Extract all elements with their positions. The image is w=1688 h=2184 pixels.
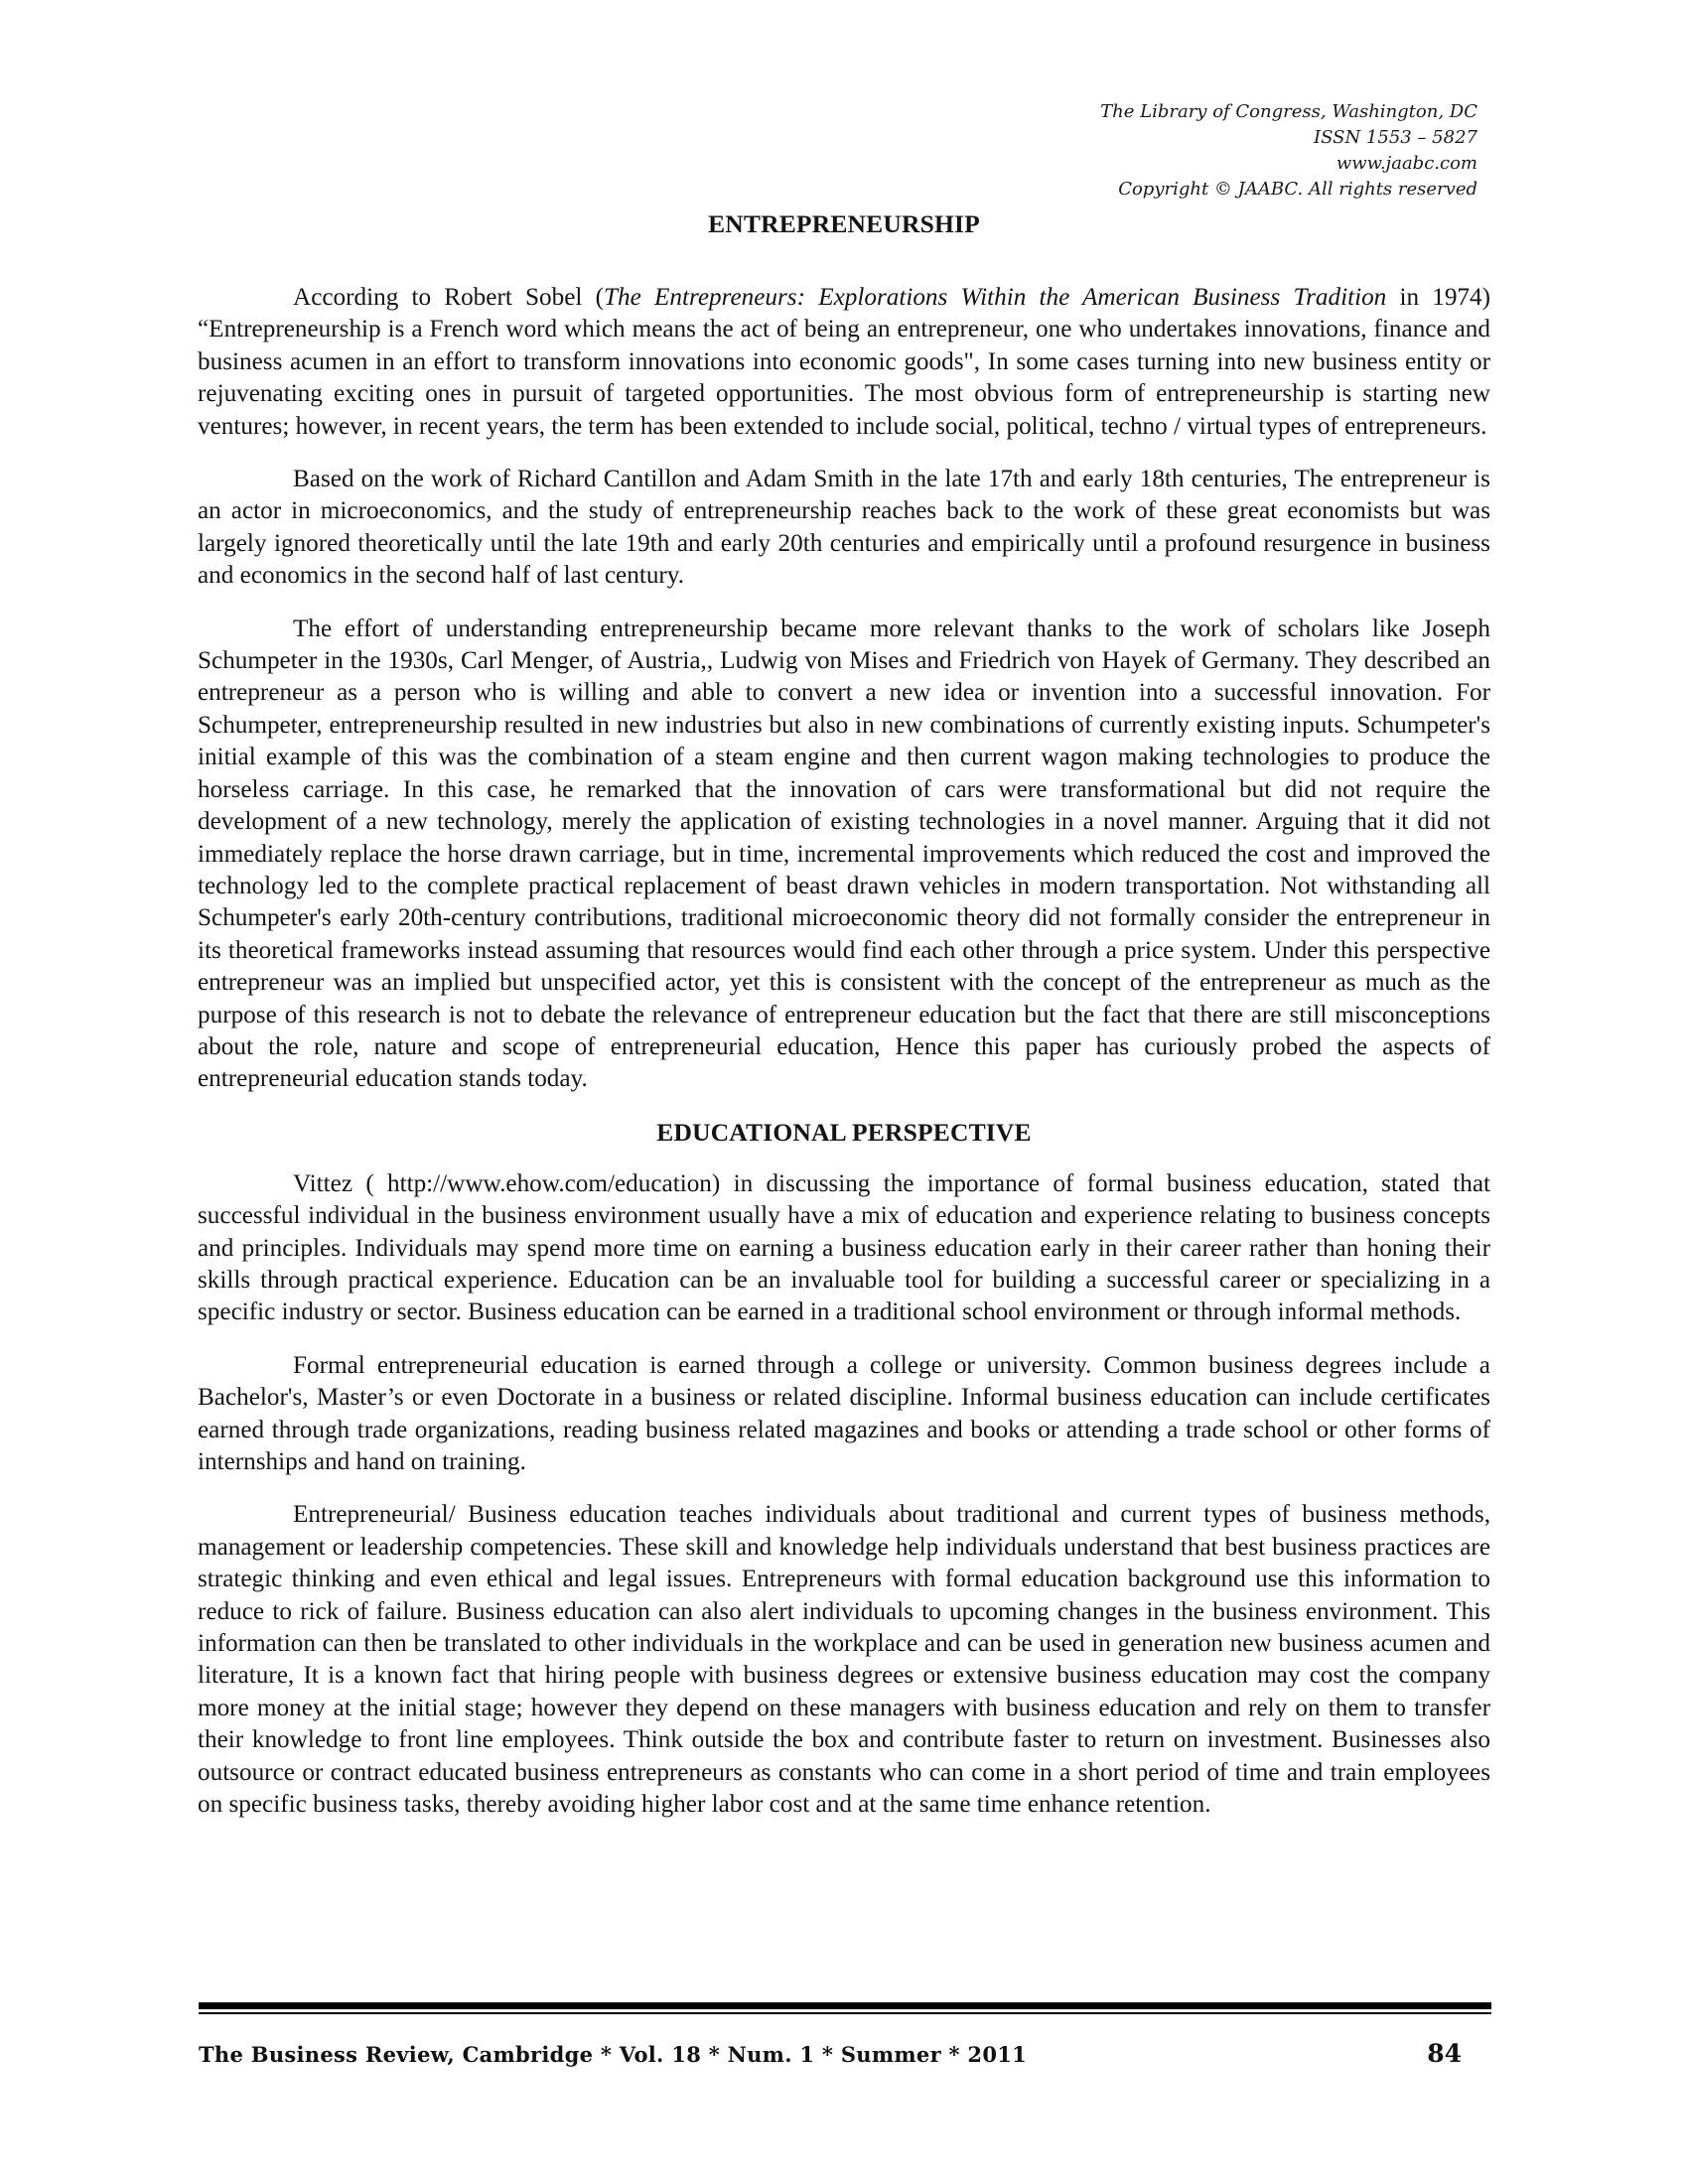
- footer-journal-citation: The Business Review, Cambridge * Vol. 18 * Num. 1 * Summer * 2011: [199, 2042, 1028, 2067]
- paragraph-4: Vittez ( http://www.ehow.com/education) in discussing the importance of formal business education, stated that successful individual in the business environment usually have a mix of education and experience relating to business concepts and principles. Individuals may spend more time on earning a business education early in their career rather than honing their skills through practical experience. Education can be an invaluable tool for building a successful career or specializing in a specific industry or sector. Business education can be earned in a traditional school environment or through informal methods.: [198, 1169, 1490, 1326]
- paragraph-6: Entrepreneurial/ Business education teaches individuals about traditional and current types of business methods, management or leadership competencies. These skill and knowledge help individuals understand that best business practices are strategic thinking and even ethical and legal issues. Entrepreneurs with formal education background use this information to reduce to rick of failure. Business education can also alert individuals to upcoming changes in the business environment. This information can then be translated to other individuals in the workplace and can be used in generation new business acumen and literature, It is a known fact that hiring people with business degrees or extensive business education may cost the company more money at the initial stage; however they depend on these managers with business education and rely on them to transfer their knowledge to front line employees. Think outside the box and contribute faster to return on investment. Businesses also outsource or contract educated business entrepreneurs as constants who can come in a short period of time and train employees on specific business tasks, thereby avoiding higher labor cost and at the same time enhance retention.: [198, 1501, 1490, 1819]
- footer-rule-thin: [199, 2012, 1491, 2014]
- paragraph-2: Based on the work of Richard Cantillon and Adam Smith in the late 17th and early 18th centuries, The entrepreneur is an actor in microeconomics, and the study of entrepreneurship reaches back to the work of these great economists but was largely ignored theoretically until the late 19th and early 20th centuries and empirically until a profound resurgence in business and economics in the second half of last century.: [198, 466, 1490, 590]
- section-title-entrepreneurship: ENTREPRENEURSHIP: [708, 209, 980, 238]
- header-issn: ISSN 1553 – 5827: [1314, 127, 1477, 148]
- footer-rule-thick: [199, 2002, 1491, 2009]
- header-website: www.jaabc.com: [1336, 153, 1477, 174]
- page-number: 84: [1427, 2039, 1462, 2068]
- section-title-educational-perspective: EDUCATIONAL PERSPECTIVE: [656, 1117, 1032, 1147]
- paragraph-3: The effort of understanding entrepreneurship became more relevant thanks to the work of scholars like Joseph Schumpeter in the 1930s, Carl Menger, of Austria,, Ludwig von Mises and Friedrich von Hayek of Germany. They described an entrepreneur as a person who is willing and able to convert a new idea or invention into a successful innovation. For Schumpeter, entrepreneurship resulted in new industries but also in new combinations of currently existing inputs. Schumpeter's initial example of this was the combination of a steam engine and then current wagon making technologies to produce the horseless carriage. In this case, he remarked that the innovation of cars were transformational but did not require the development of a new technology, merely the application of existing technologies in a novel manner. Arguing that it did not immediately replace the horse drawn carriage, but in time, incremental improvements which reduced the cost and improved the technology led to the complete practical replacement of beast drawn vehicles in modern transportation. Not withstanding all Schumpeter's early 20th-century contributions, traditional microeconomic theory did not formally consider the entrepreneur in its theoretical frameworks instead assuming that resources would find each other through a price system. Under this perspective entrepreneur was an implied but unspecified actor, yet this is consistent with the concept of the entrepreneur as much as the purpose of this research is not to debate the relevance of entrepreneur education but the fact that there are still misconceptions about the role, nature and scope of entrepreneurial education, Hence this paper has curiously probed the aspects of entrepreneurial education stands today.: [198, 614, 1490, 1093]
- paragraph-1-lead: According to Robert Sobel (: [293, 284, 604, 311]
- header-copyright: Copyright © JAABC. All rights reserved: [1118, 179, 1477, 200]
- header-library: The Library of Congress, Washington, DC: [1100, 101, 1477, 122]
- paragraph-1: [198, 282, 1490, 443]
- journal-header: [1100, 99, 1477, 203]
- article-body: [198, 208, 1490, 1821]
- paragraph-5: Formal entrepreneurial education is earned through a college or university. Common business degrees include a Bachelor's, Master’s or even Doctorate in a business or related discipline. Informal business education can include certificates earned through trade organizations, reading business related magazines and books or attending a trade school or other forms of internships and hand on training.: [198, 1351, 1490, 1475]
- paragraph-1-rest: in 1974) “Entrepreneurship is a French word which means the act of being an entrepreneur, one who undertakes innovations, finance and business acumen in an effort to transform innovations into economic goods", In some cases turning into new business entity or rejuvenating exciting ones in pursuit of targeted opportunities. The most obvious form of entrepreneurship is starting new ventures; however, in recent years, the term has been extended to include social, political, techno / virtual types of entrepreneurs.: [198, 284, 1491, 440]
- book-title: The Entrepreneurs: Explorations Within the American Business Tradition: [604, 284, 1387, 311]
